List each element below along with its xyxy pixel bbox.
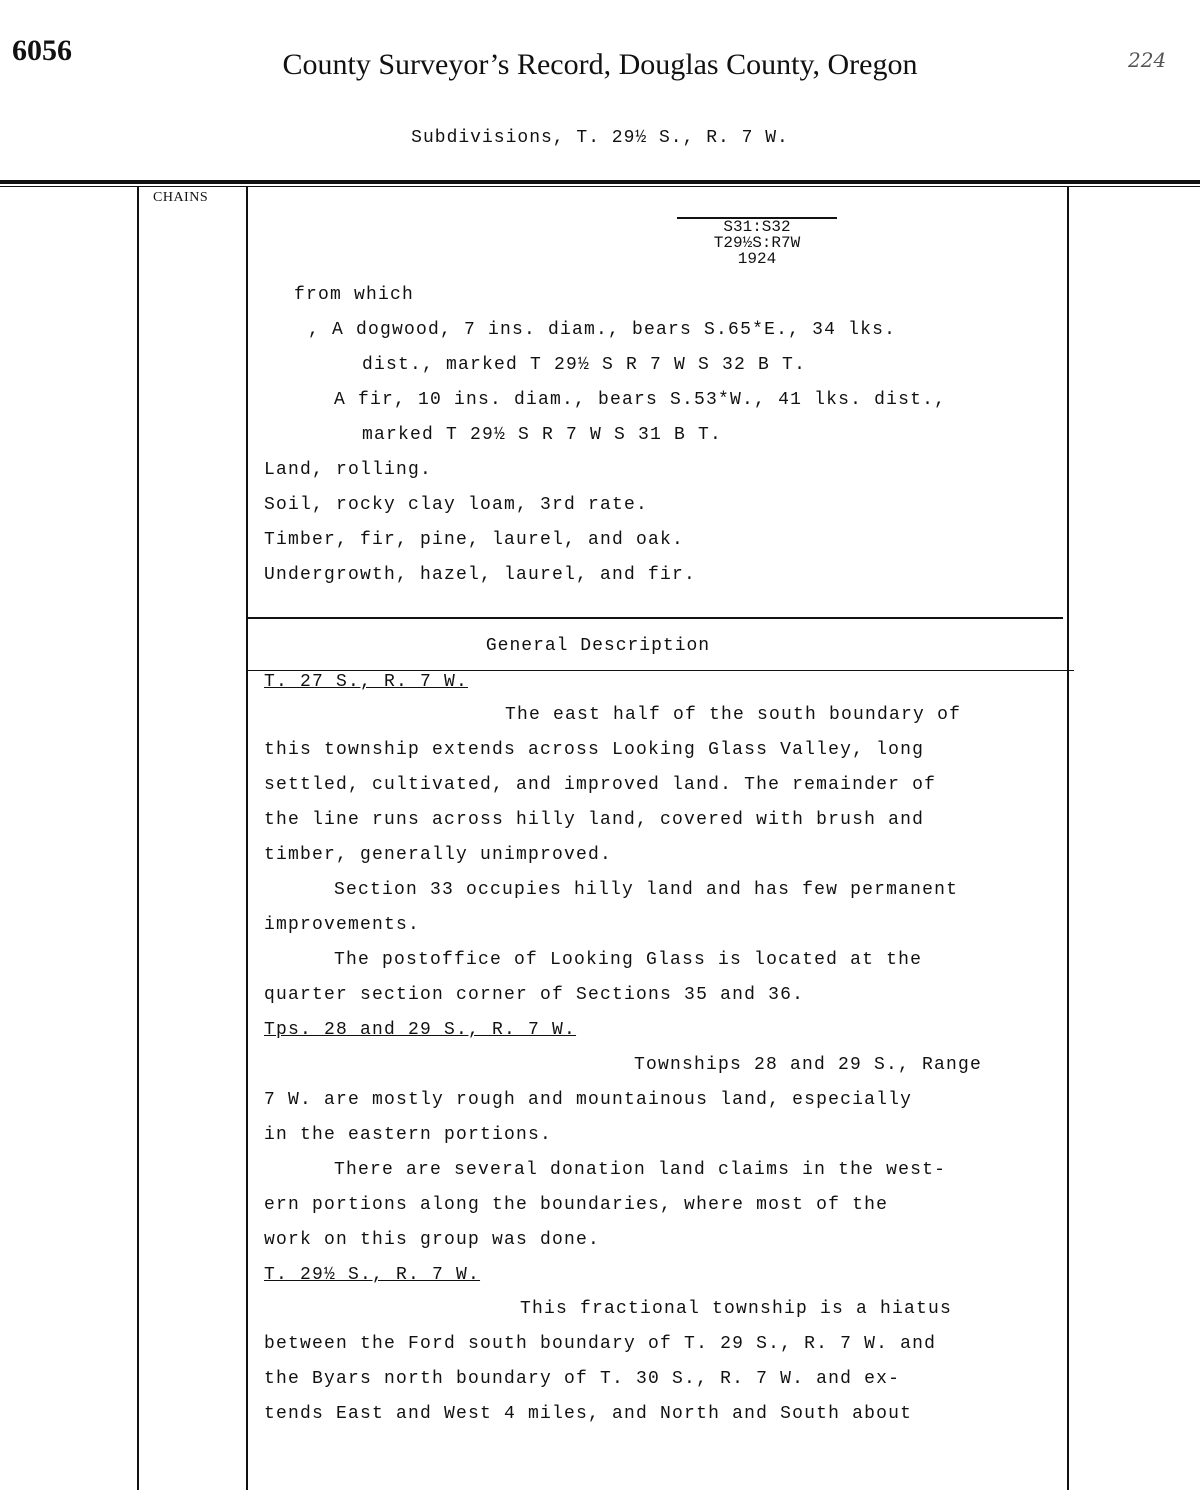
t28-line-1: Townships 28 and 29 S., Range bbox=[634, 1055, 983, 1075]
bearing-fir: A fir, 10 ins. diam., bears S.53*W., 41 lks. dist., bbox=[334, 390, 947, 410]
section-heading-t28-29: Tps. 28 and 29 S., R. 7 W. bbox=[264, 1020, 577, 1040]
t28-line-3: in the eastern portions. bbox=[264, 1125, 553, 1145]
subtitle: Subdivisions, T. 29½ S., R. 7 W. bbox=[411, 128, 789, 148]
monument-line-3: 1924 bbox=[737, 250, 777, 268]
general-description-heading: General Description bbox=[485, 636, 711, 656]
bearing-intro: from which bbox=[294, 285, 415, 305]
section-heading-t27: T. 27 S., R. 7 W. bbox=[264, 672, 469, 692]
monument-line-2: T29½S:R7W bbox=[713, 234, 801, 252]
page-number: 6056 bbox=[12, 34, 72, 67]
monument-line-1: S31:S32 bbox=[723, 218, 791, 236]
left-margin-rule bbox=[137, 186, 139, 1490]
timber-description: Timber, fir, pine, laurel, and oak. bbox=[264, 530, 685, 550]
section-heading-t29-half: T. 29½ S., R. 7 W. bbox=[264, 1265, 481, 1285]
t29-line-4: tends East and West 4 miles, and North and South about bbox=[264, 1404, 913, 1424]
t28-line-5: ern portions along the boundaries, where most of the bbox=[264, 1195, 889, 1215]
t28-line-4: There are several donation land claims in the west- bbox=[334, 1160, 947, 1180]
page-title: County Surveyor’s Record, Douglas County, Oregon bbox=[282, 48, 918, 81]
top-thin-rule bbox=[0, 186, 1200, 187]
t27-line-3: settled, cultivated, and improved land. The remainder of bbox=[264, 775, 937, 795]
t27-line-8: The postoffice of Looking Glass is located at the bbox=[334, 950, 923, 970]
t29-line-2: between the Ford south boundary of T. 29 S., R. 7 W. and bbox=[264, 1334, 937, 1354]
right-margin-rule bbox=[1067, 186, 1069, 1490]
t27-line-5: timber, generally unimproved. bbox=[264, 845, 613, 865]
t27-line-9: quarter section corner of Sections 35 and 36. bbox=[264, 985, 805, 1005]
soil-description: Soil, rocky clay loam, 3rd rate. bbox=[264, 495, 649, 515]
bearing-dogwood-marking: dist., marked T 29½ S R 7 W S 32 B T. bbox=[362, 355, 807, 375]
bearing-fir-marking: marked T 29½ S R 7 W S 31 B T. bbox=[362, 425, 723, 445]
land-description: Land, rolling. bbox=[264, 460, 433, 480]
t29-line-3: the Byars north boundary of T. 30 S., R. 7 W. and ex- bbox=[264, 1369, 901, 1389]
top-double-rule bbox=[0, 180, 1200, 184]
chains-column-rule bbox=[246, 186, 248, 1490]
t27-line-4: the line runs across hilly land, covered with brush and bbox=[264, 810, 925, 830]
t28-line-6: work on this group was done. bbox=[264, 1230, 601, 1250]
corner-monument bbox=[672, 217, 842, 267]
t29-line-1: This fractional township is a hiatus bbox=[520, 1299, 953, 1319]
separator-upper bbox=[248, 617, 1063, 619]
t27-line-1: The east half of the south boundary of bbox=[505, 705, 962, 725]
t28-line-2: 7 W. are mostly rough and mountainous land, especially bbox=[264, 1090, 913, 1110]
t27-line-2: this township extends across Looking Glass Valley, long bbox=[264, 740, 925, 760]
handwritten-page-number: 224 bbox=[1128, 48, 1167, 72]
bearing-dogwood: , A dogwood, 7 ins. diam., bears S.65*E., 34 lks. bbox=[308, 320, 897, 340]
undergrowth-description: Undergrowth, hazel, laurel, and fir. bbox=[264, 565, 697, 585]
t27-line-7: improvements. bbox=[264, 915, 421, 935]
separator-lower bbox=[248, 670, 1074, 671]
t27-line-6: Section 33 occupies hilly land and has few permanent bbox=[334, 880, 959, 900]
chains-column-label: CHAINS bbox=[153, 190, 209, 205]
